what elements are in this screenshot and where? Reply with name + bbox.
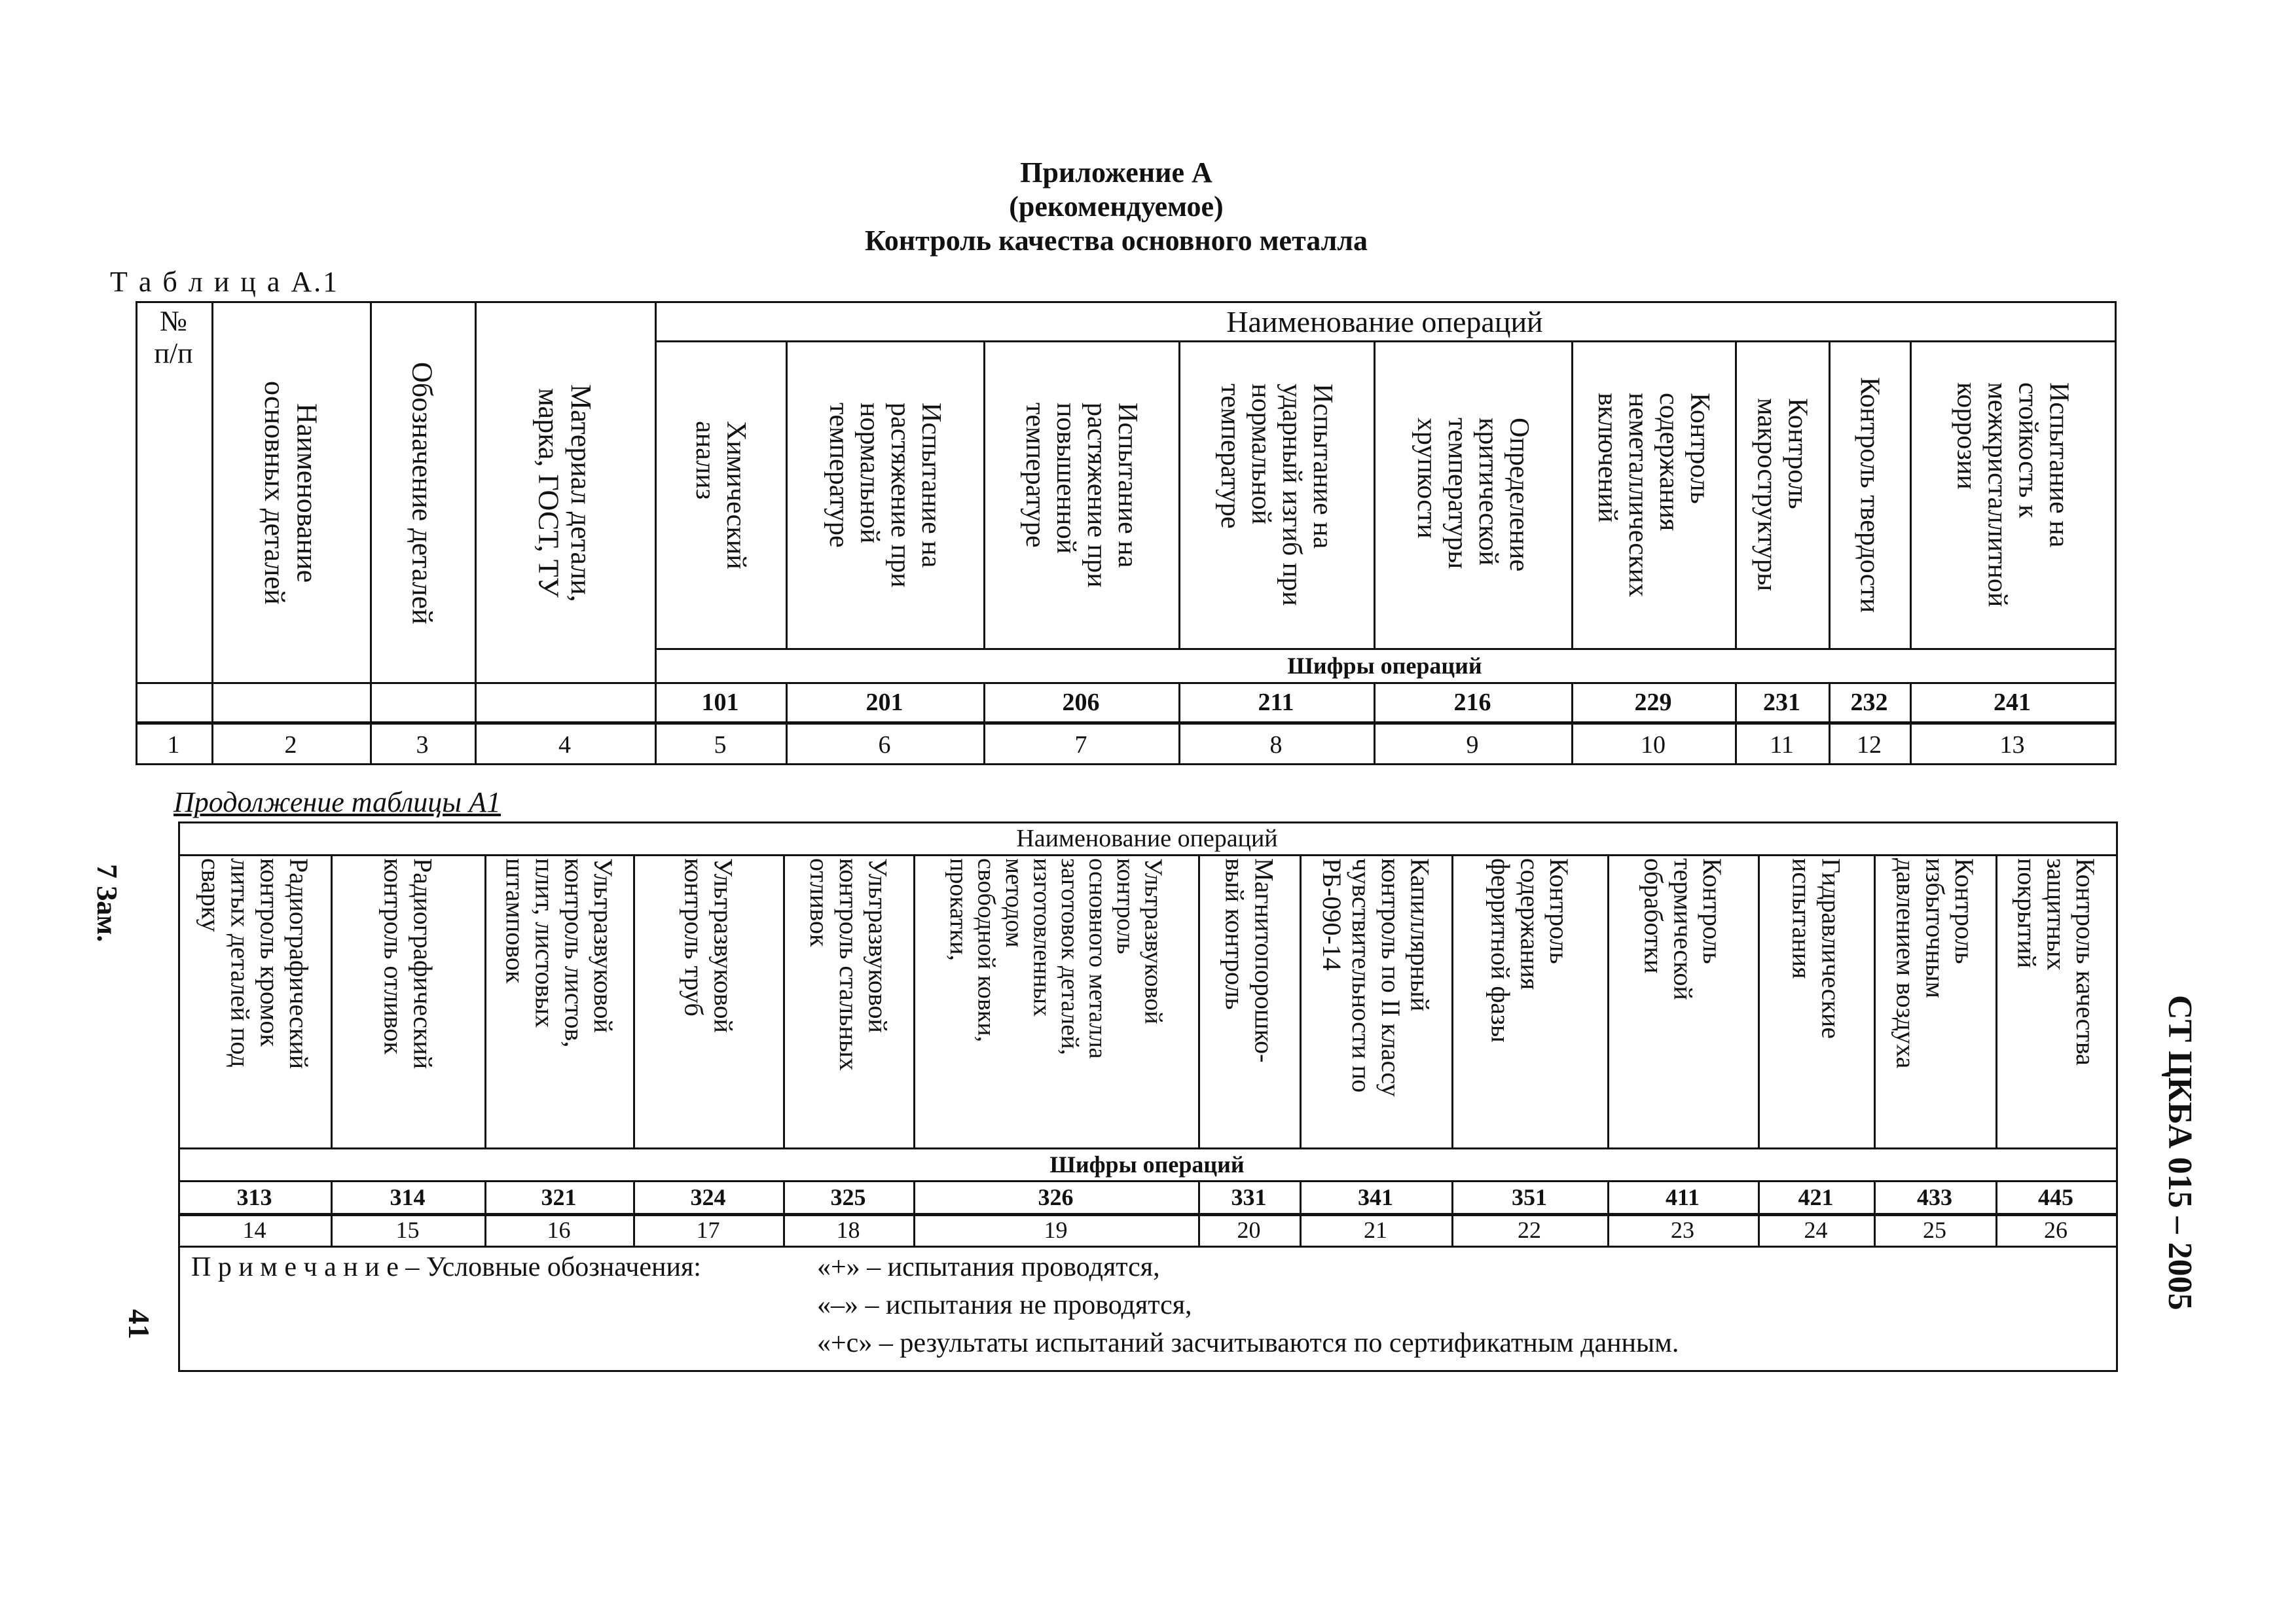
operation-header-cell (655, 340, 786, 649)
operation-name: Контроль макроструктуры (1751, 398, 1813, 592)
operation-code: 326 (1038, 1184, 1074, 1210)
table-rule (178, 1180, 2118, 1182)
operation-name: Контроль термической обработки (1639, 858, 1728, 1000)
column-number: 18 (836, 1217, 860, 1243)
table-rule (983, 340, 985, 648)
operation-header-cell (1607, 854, 1758, 1147)
column-number: 12 (1857, 731, 1882, 759)
table-rule (1451, 854, 1453, 1147)
operation-code: 325 (830, 1184, 866, 1210)
table-rule (633, 1180, 635, 1246)
operations-header: Наименование операций (1016, 825, 1278, 852)
operation-header-cell (913, 854, 1198, 1147)
table-rule (786, 682, 788, 765)
operation-code: 231 (1763, 689, 1800, 716)
table-rule (913, 1180, 915, 1246)
table-rule (178, 1246, 2118, 1248)
note-line: «+» – испытания проводятся, (817, 1252, 1160, 1282)
table-rule (633, 854, 635, 1147)
operation-code: 216 (1453, 689, 1491, 716)
table-rule (1829, 340, 1831, 648)
table-rule (1178, 340, 1180, 648)
operation-code: 331 (1231, 1184, 1267, 1210)
table-rule (1178, 682, 1180, 765)
operation-code: 341 (1358, 1184, 1393, 1210)
operation-name: Радиографический контроль отливок (378, 858, 438, 1070)
table-rule (1198, 854, 1200, 1147)
operation-code: 421 (1798, 1184, 1834, 1210)
table-rule (1995, 854, 1997, 1147)
appendix-title: Приложение А (1020, 156, 1212, 189)
column-number: 26 (2044, 1217, 2068, 1243)
column-number: 22 (1518, 1217, 1541, 1243)
operation-name: Испытание на растяжение при повышенной температуре (1019, 402, 1143, 588)
codes-header: Шифры операций (1049, 1151, 1245, 1178)
table-rule (178, 1213, 2118, 1216)
operation-code: 324 (690, 1184, 726, 1210)
note-line: «–» – испытания не проводятся, (817, 1290, 1192, 1320)
table-rule (136, 763, 2117, 765)
operation-header-cell (633, 854, 783, 1147)
column-number: 11 (1770, 731, 1794, 759)
operation-code: 101 (701, 689, 739, 716)
operation-name: Магнитопорошко- вый контроль (1220, 858, 1279, 1063)
table-rule (331, 854, 333, 1147)
column-number: 7 (1074, 731, 1087, 759)
operation-header-cell (178, 854, 331, 1147)
table-rule (2116, 821, 2118, 1372)
table-rule (136, 682, 2117, 684)
table-rule (1758, 1180, 1760, 1246)
operation-header-cell (1300, 854, 1451, 1147)
table-rule (655, 301, 657, 765)
table-rule (136, 301, 137, 765)
operation-name: Контроль твердости (1854, 376, 1885, 613)
column-number: 15 (395, 1217, 420, 1243)
operation-name: Ультразвуковой контроль основного металла заготовок деталей, изготовленных методом свободной ковки, прокатки, (944, 858, 1167, 1059)
operation-header-cell (331, 854, 484, 1147)
table-rule (1198, 1180, 1200, 1246)
column-number: 25 (1923, 1217, 1946, 1243)
operation-code: 229 (1634, 689, 1672, 716)
operation-code: 445 (2038, 1184, 2073, 1210)
operation-header-cell (1571, 340, 1735, 649)
table-rule (1995, 1180, 1997, 1246)
table-rule (783, 1180, 785, 1246)
operation-header-cell (783, 854, 913, 1147)
table-rule (178, 854, 2118, 856)
table-rule (1735, 340, 1737, 648)
operation-code: 201 (866, 689, 903, 716)
operation-name: Контроль содержания ферритной фазы (1485, 858, 1575, 1043)
table-rule (370, 301, 372, 765)
operation-code: 411 (1665, 1184, 1700, 1210)
operation-name: Испытание на растяжение при нормальной температуре (823, 402, 947, 588)
operation-name: Испытание на ударный изгиб при нормальной температуре (1214, 384, 1338, 606)
table-rule (655, 340, 2117, 342)
column-number: 2 (284, 731, 297, 759)
table-rule (913, 854, 915, 1147)
table-rule (1874, 1180, 1876, 1246)
table-rule (484, 1180, 486, 1246)
table-rule (1300, 854, 1302, 1147)
table-rule (1829, 682, 1831, 765)
operation-name: Радиографический контроль кромок литых деталей под сварку (196, 858, 314, 1070)
operation-code: 351 (1512, 1184, 1547, 1210)
column-number: 20 (1237, 1217, 1261, 1243)
column-number: 10 (1641, 731, 1666, 759)
operation-name: Испытание на стойкость к межкристаллитной коррозии (1951, 382, 2074, 607)
operation-code: 313 (236, 1184, 272, 1210)
table-rule (1374, 682, 1376, 765)
table-rule (211, 301, 213, 765)
column-number: 13 (1999, 731, 2025, 759)
operation-header-cell (786, 340, 983, 649)
table-rule (178, 1147, 2118, 1149)
operation-name: Химический анализ (690, 420, 752, 569)
operation-header-cell (1995, 854, 2116, 1147)
table-rule (178, 1370, 2118, 1372)
codes-header: Шифры операций (1287, 653, 1482, 679)
operation-name: Ультразвуковой контроль стальных отливок (805, 858, 893, 1071)
operation-header-cell (1735, 340, 1829, 649)
operation-header-cell (1758, 854, 1874, 1147)
table-rule (1758, 854, 1760, 1147)
table-rule (136, 721, 2117, 725)
operation-header-cell (1910, 340, 2115, 649)
operation-header-cell (484, 854, 633, 1147)
operation-name: Капиллярный контроль по II классу чувствительности по РБ-090-14 (1317, 858, 1435, 1097)
change-mark: 7 Зам. (91, 864, 123, 943)
table-rule (783, 854, 785, 1147)
column-number: 21 (1364, 1217, 1387, 1243)
column-number: 23 (1671, 1217, 1694, 1243)
column-number: 16 (547, 1217, 571, 1243)
table-rule (786, 340, 788, 648)
table-rule (178, 821, 2118, 823)
operation-name: Гидравлические испытания (1787, 858, 1846, 1039)
table-rule (475, 301, 477, 765)
table-rule (136, 301, 2117, 303)
operation-header-cell (1198, 854, 1300, 1147)
appendix-status: (рекомендуемое) (1009, 190, 1224, 223)
operation-name: Определение критической температуры хрупкости (1411, 418, 1535, 572)
operation-header-cell (1874, 854, 1995, 1147)
operation-header-cell (983, 340, 1178, 649)
column-number: 3 (416, 731, 429, 759)
col-header-material: Материал детали, марка, ГОСТ, ТУ (532, 384, 597, 602)
operation-code: 211 (1258, 689, 1294, 716)
table-rule (655, 648, 2117, 650)
table-rule (1374, 340, 1376, 648)
operation-code: 321 (541, 1184, 577, 1210)
operation-header-cell (1829, 340, 1910, 649)
column-number: 8 (1269, 731, 1283, 759)
column-number: 6 (878, 731, 891, 759)
table-rule (1874, 854, 1876, 1147)
operation-name: Ультразвуковой контроль листов, плит, листовых штамповок (500, 858, 619, 1048)
column-number: 9 (1466, 731, 1479, 759)
table-rule (178, 821, 180, 1372)
col-header-part-name: Наименование основных деталей (259, 381, 323, 605)
operation-header-cell (1451, 854, 1607, 1147)
note-line: «+с» – результаты испытаний засчитываются по сертификатным данным. (817, 1328, 1679, 1358)
operation-code: 433 (1917, 1184, 1952, 1210)
operation-name: Контроль качества защитных покрытий (2012, 858, 2101, 1066)
note-lead: П р и м е ч а н и е – Условные обозначения: (191, 1252, 701, 1282)
table-rule (2115, 301, 2117, 765)
operation-header-cell (1178, 340, 1374, 649)
column-number: 5 (714, 731, 727, 759)
operation-header-cell (1374, 340, 1571, 649)
table-rule (484, 854, 486, 1147)
column-number: 19 (1044, 1217, 1068, 1243)
table-rule (1451, 1180, 1453, 1246)
table-rule (1571, 682, 1573, 765)
continuation-caption: Продолжение таблицы А1 (173, 786, 501, 818)
appendix-subtitle: Контроль качества основного металла (865, 225, 1368, 257)
column-number: 14 (242, 1217, 266, 1243)
operation-code: 232 (1850, 689, 1888, 716)
table-rule (1910, 682, 1912, 765)
operations-header: Наименование операций (1226, 304, 1543, 338)
operation-name: Ультразвуковой контроль труб (679, 858, 738, 1033)
table-rule (1735, 682, 1737, 765)
table-rule (331, 1180, 333, 1246)
column-number: 24 (1804, 1217, 1828, 1243)
col-header-designation: Обозначение деталей (406, 361, 439, 624)
operation-code: 206 (1062, 689, 1100, 716)
operation-code: 314 (390, 1184, 426, 1210)
column-number: 17 (696, 1217, 720, 1243)
page-number: 41 (122, 1309, 156, 1339)
table-rule (1571, 340, 1573, 648)
document-code: СТ ЦКБА 015 – 2005 (2161, 995, 2198, 1310)
operation-code: 241 (1994, 689, 2031, 716)
operation-name: Контроль избыточным давлением воздуха (1891, 858, 1980, 1069)
table-rule (1910, 340, 1912, 648)
table-caption: Т а б л и ц а А.1 (110, 266, 340, 298)
table-rule (1607, 1180, 1609, 1246)
column-number: 4 (558, 731, 571, 759)
table-rule (1607, 854, 1609, 1147)
column-number: 1 (167, 731, 180, 759)
table-rule (1300, 1180, 1302, 1246)
col-header-number: № п/п (154, 305, 193, 370)
table-rule (983, 682, 985, 765)
operation-name: Контроль содержания неметаллических включений (1592, 393, 1715, 597)
